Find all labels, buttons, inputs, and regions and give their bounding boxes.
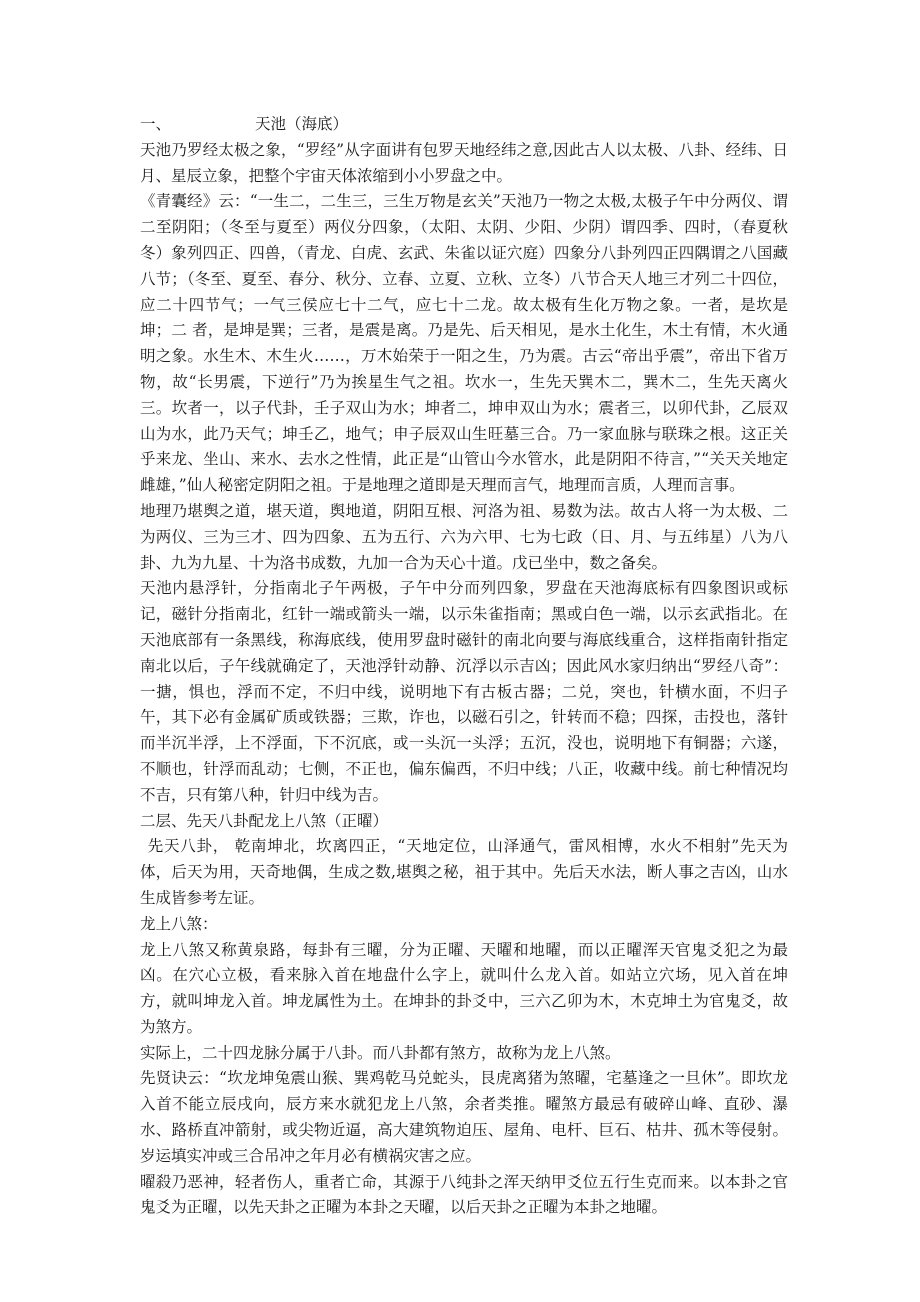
- paragraph: 实际上，二十四龙脉分属于八卦。而八卦都有煞方，故称为龙上八煞。: [140, 1043, 621, 1062]
- paragraph: 天池乃罗经太极之象，“罗经”从字面讲有包罗天地经纬之意,因此古人以太极、八卦、经纬、日月、星辰立象，把整个宇宙天体浓缩到小小罗盘之中。: [140, 140, 788, 185]
- paragraph: 《青囊经》云：“一生二，二生三，三生万物是玄关”天池乃一物之太极,太极子午中分两仪、谓二至阴阳；（冬至与夏至）两仪分四象，（太阳、太阴、少阳、少阴）谓四季、四时，（春夏秋冬）象列四正、四兽，（青龙、白虎、玄武、朱雀以证穴庭）四象分八卦列四正四隅谓之八国藏八节；（冬至、夏至、春分、秋分、立春、立夏、立秋、立冬）八节合天人地三才列二十四位，应二十四节气；一气三侯应七十二气，应七十二龙。故太极有生化万物之象。一者，是坎是坤；二 者，是坤是巽；三者，是震是离。乃是先、后天相见，是水土化生，木土有情，木火通明之象。水生木、木生火……，万木始荣于一阳之生，乃为震。古云“帝出乎震”，帝出下省万物，故“长男震，下逆行”乃为挨星生气之祖。坎水一，生先天巽木二，巽木二，生先天离火三。坎者一，以子代卦，壬子双山为水；坤者二，坤申双山为水；震者三，以卯代卦，乙辰双山为水，此乃天气；坤壬乙，地气；申子辰双山生旺墓三合。乃一家血脉与联珠之根。这正关乎来龙、坐山、来水、去水之性情，此正是“山管山今水管水，此是阴阳不待言，”“关天关地定雌雄，”仙人秘密定阴阳之祖。于是地理之道即是天理而言气，地理而言质，人理而言事。: [140, 192, 788, 495]
- section-number: 一、: [140, 115, 172, 133]
- document-page: [140, 112, 788, 1221]
- paragraph: 曜殺乃恶神，轻者伤人，重者亡命，其源于八纯卦之浑天纳甲爻位五行生克而来。以本卦之官鬼爻为正曜，以先天卦之正曜为本卦之天曜，以后天卦之正曜为本卦之地曜。: [140, 1172, 788, 1217]
- section-heading: [140, 112, 788, 138]
- paragraph: 先天八卦， 乾南坤北，坎离四正，“天地定位，山泽通气，雷风相博，水火不相射”先天为体，后天为用，天奇地偶，生成之数,堪舆之秘，祖于其中。先后天水法，断人事之吉凶，山水生成皆参考左证。: [140, 837, 788, 907]
- subheading: 龙上八煞：: [140, 914, 218, 933]
- subsection-heading: 二层、先天八卦配龙上八煞（正曜）: [140, 811, 389, 830]
- section-title: 天池（海底）: [255, 115, 349, 133]
- paragraph: 先贤诀云：“坎龙坤兔震山猴、巽鸡乾马兑蛇头，艮虎离猪为煞曜，宅墓逢之一旦休”。即坎龙入首不能立辰戌向，辰方来水就犯龙上八煞，余者类推。曜煞方最忌有破碎山峰、直砂、瀑水、路桥直冲箭射，或尖物近逼，高大建筑物迫压、屋角、电杆、巨石、枯井、孤木等侵射。岁运填实冲或三合吊冲之年月必有横祸灾害之应。: [140, 1069, 788, 1165]
- paragraph: 天池内悬浮针，分指南北子午两极，子午中分而列四象，罗盘在天池海底标有四象图识或标记，磁针分指南北，红针一端或箭头一端，以示朱雀指南；黑或白色一端，以示玄武指北。在天池底部有一条黑线，称海底线，使用罗盘时磁针的南北向要与海底线重合，这样指南针指定南北以后，子午线就确定了，天池浮针动静、沉浮以示吉凶；因此风水家归纳出“罗经八奇”：一搪，惧也，浮而不定，不归中线，说明地下有古板古器；二兑，突也，针横水面，不归子午，其下必有金属矿质或铁器；三欺，诈也，以磁石引之，针转而不稳；四探，击投也，落针而半沉半浮，上不浮面，下不沉底，或一头沉一头浮；五沉，没也，说明地下有铜器；六遂，不顺也，针浮而乱动；七侧，不正也，偏东偏西，不归中线；八正，收藏中线。前七种情况均不吉，只有第八种，针归中线为吉。: [140, 579, 788, 804]
- paragraph: 地理乃堪舆之道，堪天道，舆地道，阴阳互根、河洛为祖、易数为法。故古人将一为太极、二为两仪、三为三才、四为四象、五为五行、六为六甲、七为七政（日、月、与五纬星）八为八卦、九为九星、十为洛书成数，九加一合为天心十道。戊已坐中，数之备矣。: [140, 501, 788, 572]
- paragraph: 龙上八煞又称黄泉路，每卦有三曜，分为正曜、天曜和地曜，而以正曜浑天官鬼爻犯之为最凶。在穴心立极，看来脉入首在地盘什么字上，就叫什么龙入首。如站立穴场，见入首在坤方，就叫坤龙入首。坤龙属性为土。在坤卦的卦爻中，三六乙卯为木，木克坤土为官鬼爻，故为煞方。: [140, 940, 788, 1036]
